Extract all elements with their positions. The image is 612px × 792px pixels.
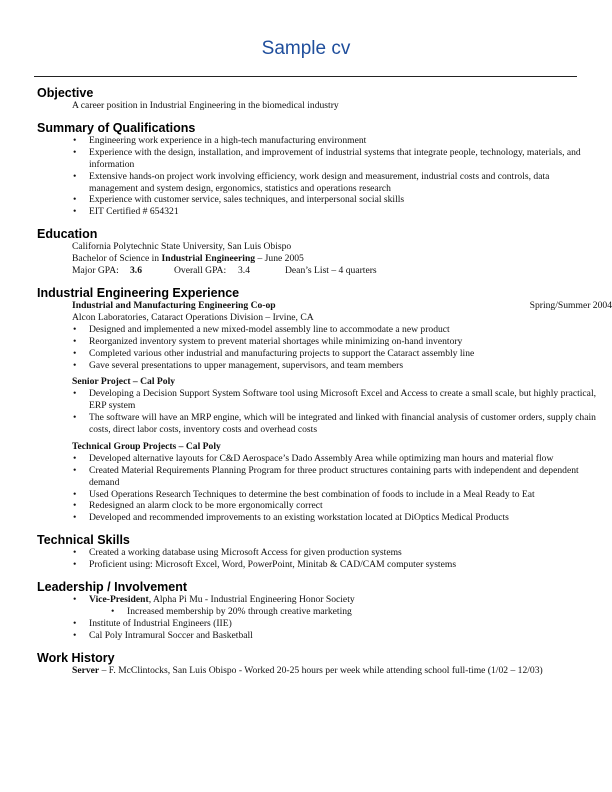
work-role: Server bbox=[72, 664, 100, 676]
degree-prefix: Bachelor of Science in bbox=[72, 253, 162, 265]
list-item: • Engineering work experience in a high-tech manufacturing environment bbox=[89, 135, 597, 147]
list-item: • Completed various other industrial and manufacturing projects to support the Cataract assembly line bbox=[89, 348, 597, 360]
summary-list bbox=[37, 135, 597, 218]
leadership-list bbox=[37, 594, 597, 606]
education-heading: Education bbox=[37, 227, 98, 242]
job-list bbox=[37, 324, 597, 372]
list-item: • Designed and implemented a new mixed-model assembly line to accommodate a new product bbox=[89, 324, 597, 336]
list-item: • Developed alternative layouts for C&D Aerospace’s Dado Assembly Area while optimizing man hours and material flow bbox=[89, 453, 597, 465]
list-item: • Redesigned an alarm clock to be more ergonomically correct bbox=[89, 500, 597, 512]
work-text: – F. McClintocks, San Luis Obispo - Worked 20-25 hours per week while attending school full-time (1/02 – 12/03) bbox=[99, 664, 543, 676]
list-item: • Cal Poly Intramural Soccer and Basketball bbox=[89, 630, 597, 642]
vp-org: , Alpha Pi Mu - Industrial Engineering Honor Society bbox=[148, 594, 355, 606]
list-item: • Created Material Requirements Planning Program for three product structures containing parts with independent and dependent demand bbox=[89, 465, 597, 489]
job-title: Industrial and Manufacturing Engineering Co-op bbox=[72, 299, 276, 311]
group-projects-title: Technical Group Projects – Cal Poly bbox=[72, 440, 221, 452]
leadership-list-more bbox=[37, 618, 597, 642]
list-item: • Proficient using: Microsoft Excel, Word, PowerPoint, Minitab & CAD/CAM computer systems bbox=[89, 559, 597, 571]
education-degree bbox=[37, 253, 597, 265]
education-school: California Polytechnic State University, San Luis Obispo bbox=[72, 241, 292, 253]
list-item: • Reorganized inventory system to prevent material shortages while minimizing on-hand inventory bbox=[89, 336, 597, 348]
list-item: • Institute of Industrial Engineers (IIE) bbox=[89, 618, 597, 630]
senior-project-list bbox=[37, 388, 597, 436]
list-item: • Developed and recommended improvements to an existing workstation located at DiOptics Medical Products bbox=[89, 512, 597, 524]
job-header bbox=[37, 300, 612, 312]
major-gpa-value: 3.6 bbox=[130, 265, 142, 277]
list-item: • Gave several presentations to upper management, supervisors, and team members bbox=[89, 360, 597, 372]
deans-list: Dean’s List – 4 quarters bbox=[285, 265, 377, 277]
list-item: • Used Operations Research Techniques to determine the best combination of foods to include in a Meal Ready to Eat bbox=[89, 489, 597, 501]
list-item: • Developing a Decision Support System Software tool using Microsoft Excel and Access to create a small scale, but highly practical, ERP system bbox=[89, 388, 597, 412]
degree-suffix: – June 2005 bbox=[255, 253, 304, 265]
overall-gpa-value: 3.4 bbox=[238, 265, 250, 277]
senior-project-title: Senior Project – Cal Poly bbox=[72, 376, 176, 388]
objective-text: A career position in Industrial Engineering in the biomedical industry bbox=[72, 100, 339, 111]
work-heading: Work History bbox=[37, 650, 115, 665]
experience-heading: Industrial Engineering Experience bbox=[37, 285, 240, 300]
education-gpa bbox=[37, 265, 597, 277]
list-item: • Experience with the design, installation, and improvement of industrial systems that integrate people, technology, materials, and information bbox=[89, 147, 597, 171]
summary-heading: Summary of Qualifications bbox=[37, 120, 196, 135]
list-item: • EIT Certified # 654321 bbox=[89, 206, 597, 218]
overall-gpa-label: Overall GPA: bbox=[174, 265, 227, 277]
vp-role: Vice-President bbox=[89, 594, 149, 606]
resume-content bbox=[37, 86, 612, 677]
skills-heading: Technical Skills bbox=[37, 533, 130, 548]
list-item: • Experience with customer service, sales techniques, and interpersonal social skills bbox=[89, 194, 597, 206]
work-entry bbox=[37, 665, 597, 677]
leadership-sublist bbox=[37, 606, 597, 618]
document-title: Sample cv bbox=[261, 38, 351, 59]
job-date: Spring/Summer 2004 bbox=[529, 299, 612, 311]
major-gpa-label: Major GPA: bbox=[72, 265, 119, 277]
title-divider bbox=[34, 76, 577, 77]
objective-heading: Objective bbox=[37, 86, 94, 100]
list-item: • Created a working database using Microsoft Access for given production systems bbox=[89, 547, 597, 559]
job-employer: Alcon Laboratories, Cataract Operations Division – Irvine, CA bbox=[72, 311, 314, 323]
list-item: • Increased membership by 20% through creative marketing bbox=[127, 606, 597, 618]
list-item: • Extensive hands-on project work involving efficiency, work design and measurement, industrial costs and controls, data management and system design, ergonomics, statistics and operations research bbox=[89, 171, 597, 195]
list-item bbox=[89, 594, 597, 606]
skills-list bbox=[37, 547, 597, 571]
list-item: • The software will have an MRP engine, which will be integrated and linked with financial analysis of customer orders, supply chain costs, direct labor costs, inventory costs and overhead costs bbox=[89, 412, 597, 436]
group-projects-list bbox=[37, 453, 597, 524]
leadership-heading: Leadership / Involvement bbox=[37, 580, 188, 595]
degree-major: Industrial Engineering bbox=[161, 253, 256, 265]
